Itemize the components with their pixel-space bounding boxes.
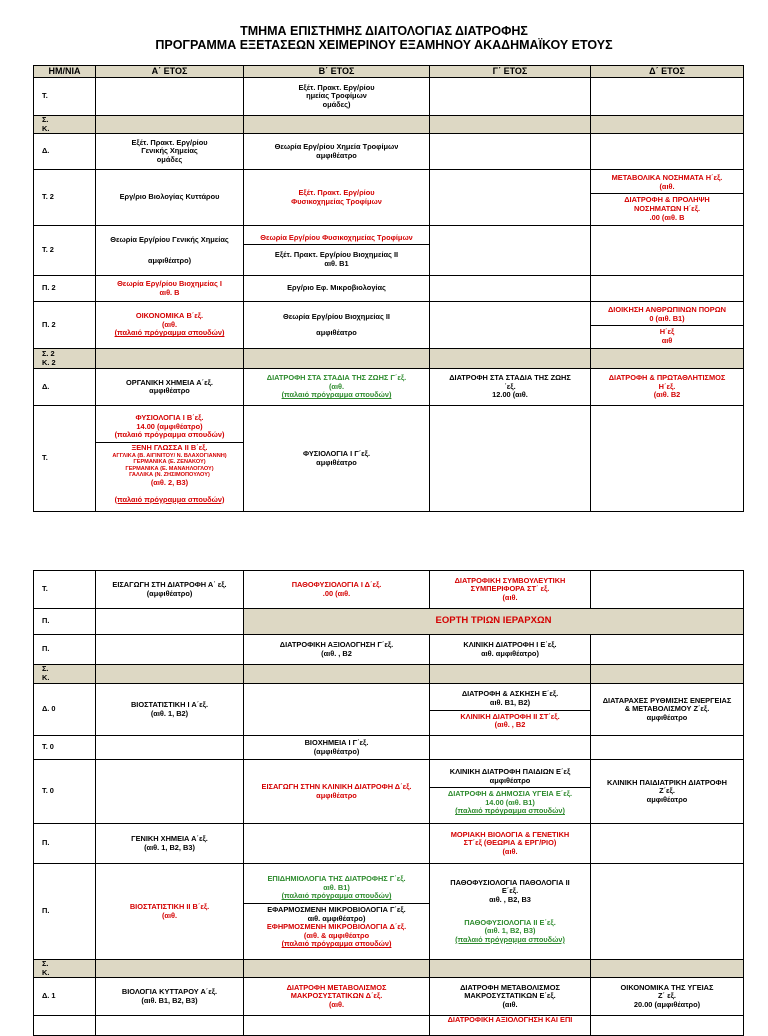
col-header-year-a: Α΄ ΕΤΟΣ bbox=[96, 66, 244, 78]
exam-cell: ΕΙΣΑΓΩΓΗ ΣΤΗ ΔΙΑΤΡΟΦΗ Α΄ εξ. (αμφιθέατρο) bbox=[96, 571, 244, 609]
table-row bbox=[34, 406, 744, 512]
exam-cell bbox=[591, 134, 744, 170]
col-header-date: ΗΜ/ΝΙΑ bbox=[34, 66, 96, 78]
exam-cell: ΔΙΑΤΡΟΦΙΚΗ ΑΞΙΟΛΟΓΗΣΗ Γ΄εξ. (αιθ. , Β2 bbox=[244, 635, 430, 665]
weekend-row bbox=[34, 116, 744, 134]
exam-cell bbox=[591, 736, 744, 760]
exam-cell: ΔΙΑΤΡΟΦΗ & ΠΡΩΤΑΘΛΗΤΙΣΜΟΣ Η΄εξ. (αιθ. Β2 bbox=[591, 369, 744, 406]
table-row bbox=[34, 369, 744, 406]
exam-cell: Εξέτ. Πρακτ. Εργ/ρίου ημείας Τροφίμων ομάδες) bbox=[244, 78, 430, 116]
table-row bbox=[34, 276, 744, 302]
exam-cell bbox=[96, 736, 244, 760]
weekend-row bbox=[34, 349, 744, 369]
date-cell: Π. bbox=[34, 635, 96, 665]
exam-cell bbox=[430, 302, 591, 349]
exam-cell bbox=[244, 824, 430, 864]
exam-cell bbox=[591, 864, 744, 960]
department-title: ΤΜΗΜΑ ΕΠΙΣΤΗΜΗΣ ΔΙΑΙΤΟΛΟΓΙΑΣ ΔΙΑΤΡΟΦΗΣ bbox=[240, 24, 528, 38]
table-row bbox=[34, 736, 744, 760]
exam-cell bbox=[591, 635, 744, 665]
exam-cell: Εξέτ. Πρακτ. Εργ/ρίου Γενικής Χημείας ομάδες bbox=[96, 134, 244, 170]
date-cell: Τ. 2 bbox=[34, 226, 96, 276]
date-cell: Σ. 2 Κ. 2 bbox=[34, 349, 96, 369]
exam-schedule-table-1 bbox=[33, 65, 744, 512]
exam-cell bbox=[591, 571, 744, 609]
exam-cell: ΔΙΑΤΡΟΦΙΚΗ ΣΥΜΒΟΥΛΕΥΤΙΚΗ ΣΥΜΠΕΡΙΦΟΡΑ ΣΤ΄ εξ. (αιθ. bbox=[430, 571, 591, 609]
exam-cell: ΜΟΡΙΑΚΗ ΒΙΟΛΟΓΙΑ & ΓΕΝΕΤΙΚΗ ΣΤ΄εξ (ΘΕΩΡΙΑ & ΕΡΓ/ΡΙΟ) (αιθ. bbox=[430, 824, 591, 864]
exam-cell: ΒΙΟΧΗΜΕΙΑ Ι Γ΄εξ. (αμφιθέατρο) bbox=[244, 736, 430, 760]
exam-cell bbox=[591, 226, 744, 276]
exam-cell: Εργ/ριο Εφ. Μικροβιολογίας bbox=[244, 276, 430, 302]
exam-cell bbox=[96, 78, 244, 116]
exam-cell: ΜΕΤΑΒΟΛΙΚΑ ΝΟΣΗΜΑΤΑ Η΄εξ. (αιθ. ΔΙΑΤΡΟΦΗ & ΠΡΟΛΗΨΗ ΝΟΣΗΜΑΤΩΝ Η΄εξ. .00 (αιθ. Β bbox=[591, 170, 744, 226]
exam-cell bbox=[430, 226, 591, 276]
table-row bbox=[34, 864, 744, 960]
date-cell: Τ. bbox=[34, 571, 96, 609]
table-row bbox=[34, 635, 744, 665]
exam-cell: ΔΙΑΤΡΟΦΙΚΗ ΑΞΙΟΛΟΓΗΣΗ ΚΑΙ ΕΠΙ bbox=[430, 1016, 591, 1036]
exam-cell: ΚΛΙΝΙΚΗ ΔΙΑΤΡΟΦΗ ΠΑΙΔΙΩΝ Ε΄εξ αμφιθέατρο ΔΙΑΤΡΟΦΗ & ΔΗΜΟΣΙΑ ΥΓΕΙΑ Ε΄εξ. 14.00 (αιθ. Β1) (παλαιό πρόγραμμα σπουδών) bbox=[430, 760, 591, 824]
exam-cell: ΔΙΑΤΡΟΦΗ ΣΤΑ ΣΤΑΔΙΑ ΤΗΣ ΖΩΗΣ ΄εξ. 12.00 (αιθ. bbox=[430, 369, 591, 406]
exam-cell: Εργ/ριο Βιολογίας Κυττάρου bbox=[96, 170, 244, 226]
exam-cell bbox=[96, 609, 244, 635]
col-header-year-b: Β΄ ΕΤΟΣ bbox=[244, 66, 430, 78]
exam-cell: ΓΕΝΙΚΗ ΧΗΜΕΙΑ Α΄εξ. (αιθ. 1, Β2, Β3) bbox=[96, 824, 244, 864]
table-row bbox=[34, 170, 744, 226]
table-row bbox=[34, 978, 744, 1016]
exam-cell: ΔΙΟΙΚΗΣΗ ΑΝΘΡΩΠΙΝΩΝ ΠΟΡΩΝ 0 (αιθ. Β1) Η΄εξ αιθ bbox=[591, 302, 744, 349]
date-cell: Σ. Κ. bbox=[34, 665, 96, 684]
exam-cell: Εξέτ. Πρακτ. Εργ/ρίου Φυσικοχημείας Τροφίμων bbox=[244, 170, 430, 226]
date-cell: Τ. 0 bbox=[34, 736, 96, 760]
exam-cell bbox=[244, 1016, 430, 1036]
exam-cell: Θεωρία Εργ/ρίου Βιοχημείας ΙΙ αμφιθέατρο bbox=[244, 302, 430, 349]
exam-cell bbox=[430, 406, 591, 512]
date-cell: Δ. bbox=[34, 134, 96, 170]
exam-cell: ΔΙΑΤΡΟΦΗ ΜΕΤΑΒΟΛΙΣΜΟΣ ΜΑΚΡΟΣΥΣΤΑΤΙΚΩΝ Ε΄εξ. (αιθ. bbox=[430, 978, 591, 1016]
exam-cell: ΔΙΑΤΡΟΦΗ ΣΤΑ ΣΤΑΔΙΑ ΤΗΣ ΖΩΗΣ Γ΄εξ. (αιθ. (παλαιό πρόγραμμα σπουδών) bbox=[244, 369, 430, 406]
date-cell bbox=[34, 1016, 96, 1036]
exam-cell bbox=[430, 276, 591, 302]
date-cell: Δ. 0 bbox=[34, 684, 96, 736]
exam-cell bbox=[430, 736, 591, 760]
exam-cell bbox=[96, 760, 244, 824]
date-cell: Τ. bbox=[34, 406, 96, 512]
exam-cell: ΠΑΘΟΦΥΣΙΟΛΟΓΙΑ ΠΑΘΟΛΟΓΙΑ ΙΙ Ε΄εξ. αιθ. , Β2, Β3 ΠΑΘΟΦΥΣΙΟΛΟΓΙΑ ΙΙ Ε΄εξ. (αιθ. 1, Β2, Β3) (παλαιό πρόγραμμα σπουδών) bbox=[430, 864, 591, 960]
weekend-row bbox=[34, 665, 744, 684]
exam-cell: ΦΥΣΙΟΛΟΓΙΑ Ι Γ΄εξ. αμφιθέατρο bbox=[244, 406, 430, 512]
exam-cell bbox=[430, 170, 591, 226]
exam-cell bbox=[430, 78, 591, 116]
date-cell: Τ. bbox=[34, 78, 96, 116]
exam-cell: Θεωρία Εργ/ρίου Βιοχημείας Ι αιθ. Β bbox=[96, 276, 244, 302]
date-cell: Π. bbox=[34, 864, 96, 960]
holiday-cell: ΕΟΡΤΗ ΤΡΙΩΝ ΙΕΡΑΡΧΩΝ bbox=[244, 609, 744, 635]
date-cell: Τ. 0 bbox=[34, 760, 96, 824]
exam-cell bbox=[430, 134, 591, 170]
exam-cell: ΟΙΚΟΝΟΜΙΚΑ Β΄εξ. (αιθ. (παλαιό πρόγραμμα σπουδών) bbox=[96, 302, 244, 349]
exam-cell bbox=[96, 635, 244, 665]
exam-cell: ΟΡΓΑΝΙΚΗ ΧΗΜΕΙΑ Α΄εξ. αμφιθέατρο bbox=[96, 369, 244, 406]
exam-cell: ΒΙΟΣΤΑΤΙΣΤΙΚΗ ΙΙ Β΄εξ. (αιθ. bbox=[96, 864, 244, 960]
exam-cell bbox=[591, 78, 744, 116]
exam-cell bbox=[591, 1016, 744, 1036]
header-row bbox=[34, 66, 744, 78]
exam-cell: ΒΙΟΛΟΓΙΑ ΚΥΤΤΑΡΟΥ Α΄εξ. (αιθ. Β1, Β2, Β3) bbox=[96, 978, 244, 1016]
schedule-title: ΠΡΟΓΡΑΜΜΑ ΕΞΕΤΑΣΕΩΝ ΧΕΙΜΕΡΙΝΟΥ ΕΞΑΜΗΝΟΥ ΑΚΑΔΗΜΑΪΚΟΥ ΕΤΟΥΣ bbox=[155, 38, 613, 52]
holiday-row bbox=[34, 609, 744, 635]
exam-cell: ΦΥΣΙΟΛΟΓΙΑ Ι Β΄εξ. 14.00 (αμφιθέατρο) (παλαιό πρόγραμμα σπουδών) ΞΕΝΗ ΓΛΩΣΣΑ ΙΙ Β΄εξ. ΑΓΓΛΙΚΑ (Β. ΑΙΓΙΝΙΤΟΥ/ Ν. ΒΛΑΧΟΓΙΑΝΝΗ) ΓΕΡΜΑΝΙΚΑ (Ε. ΖΕΝΑΚΟΥ) ΓΕΡΜΑΝΙΚΑ (Ε. ΜΑΝΑΗΛΟΓΛΟΥ) ΓΑΛΛΙΚΑ (Ν. ΖΗΣΙΜΟΠΟΥΛΟΥ) (αιθ. 2, Β3) (παλαιό πρόγραμμα σπουδών) bbox=[96, 406, 244, 512]
exam-cell bbox=[591, 824, 744, 864]
exam-cell: ΚΛΙΝΙΚΗ ΠΑΙΔΙΑΤΡΙΚΗ ΔΙΑΤΡΟΦΗ Ζ΄εξ. αμφιθέατρο bbox=[591, 760, 744, 824]
col-header-year-d: Δ΄ ΕΤΟΣ bbox=[591, 66, 744, 78]
table-row bbox=[34, 302, 744, 349]
exam-cell bbox=[591, 276, 744, 302]
exam-cell: ΚΛΙΝΙΚΗ ΔΙΑΤΡΟΦΗ Ι Ε΄εξ. αιθ. αμφιθέατρο) bbox=[430, 635, 591, 665]
exam-cell: ΕΠΙΔΗΜΙΟΛΟΓΙΑ ΤΗΣ ΔΙΑΤΡΟΦΗΣ Γ΄εξ. αιθ. Β1) (παλαιό πρόγραμμα σπουδών) ΕΦΑΡΜΟΣΜΕΝΗ ΜΙΚΡΟΒΙΟΛΟΓΙΑ Γ΄εξ. αιθ. αμφιθέατρο) ΕΦΗΡΜΟΣΜΕΝΗ ΜΙΚΡΟΒΙΟΛΟΓΙΑ Δ΄εξ. (αιθ. & αμφιθέατρο (παλαιό πρόγραμμα σπουδών) bbox=[244, 864, 430, 960]
exam-cell: ΟΙΚΟΝΟΜΙΚΑ ΤΗΣ ΥΓΕΙΑΣ Ζ΄ εξ. 20.00 (αμφιθέατρο) bbox=[591, 978, 744, 1016]
exam-cell: ΕΙΣΑΓΩΓΗ ΣΤΗΝ ΚΛΙΝΙΚΗ ΔΙΑΤΡΟΦΗ Δ΄εξ. αμφιθέατρο bbox=[244, 760, 430, 824]
date-cell: Δ. bbox=[34, 369, 96, 406]
exam-cell: ΠΑΘΟΦΥΣΙΟΛΟΓΙΑ Ι Δ΄εξ. .00 (αιθ. bbox=[244, 571, 430, 609]
table-row bbox=[34, 1016, 744, 1036]
exam-cell: Θεωρία Εργ/ρίου Γενικής Χημείας αμφιθέατρο) bbox=[96, 226, 244, 276]
date-cell: Π. bbox=[34, 609, 96, 635]
table-row bbox=[34, 134, 744, 170]
exam-cell: Θεωρία Εργ/ρίου Χημεία Τροφίμων αμφιθέατρο bbox=[244, 134, 430, 170]
col-header-year-c: Γ΄ ΕΤΟΣ bbox=[430, 66, 591, 78]
table-row bbox=[34, 571, 744, 609]
weekend-row bbox=[34, 960, 744, 978]
table-row bbox=[34, 824, 744, 864]
date-cell: Π. 2 bbox=[34, 302, 96, 349]
table-row bbox=[34, 760, 744, 824]
exam-cell: Θεωρία Εργ/ρίου Φυσικοχημείας Τροφίμων Εξέτ. Πρακτ. Εργ/ρίου Βιοχημείας ΙΙ αιθ. Β1 bbox=[244, 226, 430, 276]
date-cell: Σ. Κ. bbox=[34, 116, 96, 134]
exam-cell: ΔΙΑΤΡΟΦΗ ΜΕΤΑΒΟΛΙΣΜΟΣ ΜΑΚΡΟΣΥΣΤΑΤΙΚΩΝ Δ΄εξ. (αιθ. bbox=[244, 978, 430, 1016]
table-row bbox=[34, 78, 744, 116]
date-cell: Σ. Κ. bbox=[34, 960, 96, 978]
exam-cell: ΔΙΑΤΡΟΦΗ & ΑΣΚΗΣΗ Ε΄εξ. αιθ. Β1, Β2) ΚΛΙΝΙΚΗ ΔΙΑΤΡΟΦΗ ΙΙ ΣΤ΄εξ. (αιθ. , Β2 bbox=[430, 684, 591, 736]
exam-schedule-table-2 bbox=[33, 570, 744, 1036]
table-row bbox=[34, 226, 744, 276]
page-header bbox=[0, 24, 768, 52]
exam-cell bbox=[244, 684, 430, 736]
date-cell: Δ. 1 bbox=[34, 978, 96, 1016]
exam-cell: ΔΙΑΤΑΡΑΧΕΣ ΡΥΘΜΙΣΗΣ ΕΝΕΡΓΕΙΑΣ & ΜΕΤΑΒΟΛΙΣΜΟΥ Ζ΄εξ. αμφιθέατρο bbox=[591, 684, 744, 736]
table-row bbox=[34, 684, 744, 736]
date-cell: Π. bbox=[34, 824, 96, 864]
exam-cell bbox=[591, 406, 744, 512]
date-cell: Π. 2 bbox=[34, 276, 96, 302]
exam-cell bbox=[96, 1016, 244, 1036]
exam-cell: ΒΙΟΣΤΑΤΙΣΤΙΚΗ Ι Α΄εξ. (αιθ. 1, Β2) bbox=[96, 684, 244, 736]
date-cell: Τ. 2 bbox=[34, 170, 96, 226]
